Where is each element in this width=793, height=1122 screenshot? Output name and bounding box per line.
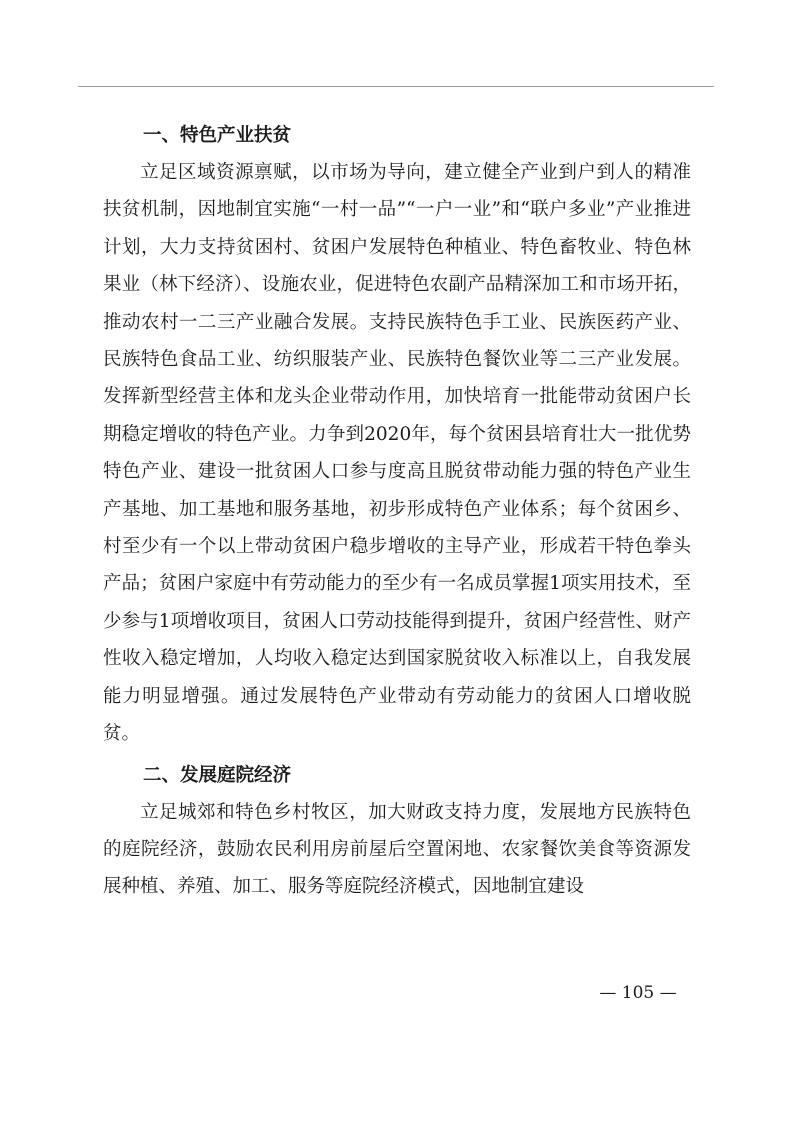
header-rule	[78, 86, 714, 87]
section-paragraph-specialty-industry: 立足区域资源禀赋，以市场为导向，建立健全产业到户到人的精准扶贫机制，因地制宜实施“一村一品”“一户一业”和“联户多业”产业推进计划，大力支持贫困村、贫困户发展特色种植业、特色畜牧业、特色林果业（林下经济）、设施农业，促进特色农副产品精深加工和市场开拓，推动农村一二三产业融合发展。支持民族特色手工业、民族医药产业、民族特色食品工业、纺织服装产业、民族特色餐饮业等二三产业发展。发挥新型经营主体和龙头企业带动作用，加快培育一批能带动贫困户长期稳定增收的特色产业。力争到2020年，每个贫困县培育壮大一批优势特色产业、建设一批贫困人口参与度高且脱贫带动能力强的特色产业生产基地、加工基地和服务基地，初步形成特色产业体系；每个贫困乡、村至少有一个以上带动贫困户稳步增收的主导产业，形成若干特色拳头产品；贫困户家庭中有劳动能力的至少有一名成员掌握1项实用技术，至少参与1项增收项目，贫困人口劳动技能得到提升，贫困户经营性、财产性收入稳定增加，人均收入稳定达到国家脱贫收入标准以上，自我发展能力明显增强。通过发展特色产业带动有劳动能力的贫困人口增收脱贫。	[103, 162, 691, 745]
section-heading-courtyard-economy: 二、发展庭院经济	[143, 764, 292, 786]
section-paragraph-courtyard-economy: 立足城郊和特色乡村牧区，加大财政支持力度，发展地方民族特色的庭院经济，鼓励农民利用房前屋后空置闲地、农家餐饮美食等资源发展种植、养殖、加工、服务等庭院经济模式，因地制宜建设	[103, 801, 691, 898]
section-heading-specialty-industry: 一、特色产业扶贫	[143, 125, 292, 146]
page-number: — 105 —	[599, 983, 677, 1003]
page-body	[103, 117, 691, 906]
